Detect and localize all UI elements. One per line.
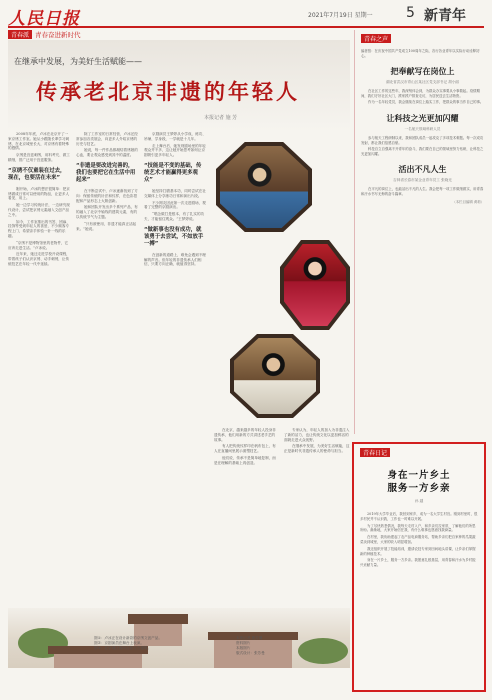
body-paragraph: 在继承中发展，为美好生活赋能，这正是新时代非遗传承人的使命与担当。 — [284, 444, 350, 454]
photo-frame-1 — [216, 142, 312, 232]
photo-captions: 图①：卢冰正在设计新款的京绣文创产品。 图②：京剧演员在舞台上表演。 图③：北京城区的四合院与古建筑。 — [94, 636, 162, 650]
section-subhead: “技能是不变的基础，传统艺术才能赢得更多观众” — [144, 162, 202, 183]
body-paragraph: 刚开始，卢冰的想法很简单：把京绣做成日常可以使用的物品，让更多人看见、用上。 — [8, 186, 70, 201]
body-paragraph: 在不断尝试中，卢冰逐渐找到了方向：保留传统的针法和纹样，在色彩搭配和产品形态上大胆创新。 — [76, 188, 138, 203]
photo-musician — [234, 338, 316, 414]
body-paragraph: 在北京，越来越多的年轻人投身非遗传承，他们用新的方式讲述老手艺的故事。 — [214, 428, 276, 442]
section-subhead: “非遗是要改进完善的，我们也要把它在生活中用起来” — [76, 162, 136, 183]
diary-author: 孙 越 — [414, 499, 424, 503]
body-paragraph: 除了工作室的日常经营，卢冰还经常参加各类展会，向更多人介绍京绣的历史与技艺。 — [76, 132, 138, 146]
column-series: 青春奋进新时代 — [35, 31, 81, 39]
diary-paragraph: 我还组织开展了技能培训，邀请农技专家到田间地头讲课，让乡亲们掌握新的种植技术。 — [360, 546, 476, 556]
sidebar-article-title: 让科技之光更加闪耀 — [386, 113, 459, 123]
body-column — [214, 428, 278, 608]
body-paragraph: 不少网友因此第一次走进剧场，观看了完整的京剧演出。 — [144, 200, 206, 210]
diary-title — [360, 469, 478, 495]
body-column — [284, 428, 350, 608]
diary-paragraph: 在村里，我协助建起了农产品电商服务站，帮助乡亲们把自家种的瓜果蔬菜卖到城里，大家的收入明显增加。 — [360, 535, 476, 544]
sidebar-tag-label: 青春之声 — [361, 34, 391, 43]
hutong-scene-illustration — [8, 608, 350, 668]
body-paragraph: “唱念做打是根本，有了扎实的功夫，才能留住观众。”王梦婷说。 — [144, 212, 205, 221]
sidebar-intro: 编者按：在庆祝中国共产党成立100周年之际，各行各业青年以实际行动诠释初心。 — [361, 49, 480, 58]
body-column — [8, 132, 70, 608]
body-paragraph: 专家认为，年轻人的加入为非遗注入了新的活力，也让传统文化以更加鲜活的面貌走进大众视野。 — [284, 428, 350, 442]
diary-paragraph: 2019年大学毕业后，我回到家乡，成为一名大学生村官。刚到村里时，很多村民并不认识我，工作也一时难以开展。 — [360, 512, 478, 521]
body-paragraph: 2008年年底，卢冰在北京开了一家京绣工作室。她从小跟随长辈学习刺绣，在北京城里长大，对京绣有着特殊的感情。 — [8, 132, 70, 151]
body-paragraph: 她说，每一件作品都凝结着绣娘的心血，要让观众感受到其中的温度。 — [76, 148, 138, 158]
main-article — [8, 30, 350, 668]
photo-opera-performer — [284, 244, 346, 326]
sidebar-youth-voice — [354, 30, 484, 434]
sidebar-paragraph: 科技自立自强离不开青年的奋斗，我们要在自己的领域里努力钻研，让科技之光更加闪耀。 — [361, 147, 484, 156]
body-paragraph: 走上舞台后，她发现剧场里的年轻观众并不多，这让她开始思考如何让京剧吸引更多年轻人。 — [144, 143, 206, 158]
diary-tag-label: 青春日记 — [360, 448, 390, 457]
diary-title-line-2: 服务一方乡亲 — [387, 483, 451, 494]
body-paragraph: 近年来，她还走进学校开设课程，带着孩子们认识京绣、动手刺绣，让传统技艺在年轻一代中延续。 — [8, 252, 70, 266]
article-header — [8, 40, 350, 132]
body-paragraph: 她和团队开发出多个系列产品，有的融入了北京中轴线的建筑元素，有的以传统节气为主题。 — [76, 205, 138, 219]
diary-title-line-1: 身在一片乡土 — [387, 470, 451, 481]
diary-paragraph: 身在一片乡土，服务一方乡亲。我愿意扎根基层，用青春和汗水为乡村振兴贡献力量。 — [360, 558, 476, 568]
article-kicker: 在继承中发展，为美好生活赋能—— — [14, 57, 142, 66]
photo-frame-2 — [280, 240, 350, 330]
article-headline: 传承老北京非遗的年轻人 — [36, 80, 300, 104]
article-body — [8, 132, 350, 608]
body-paragraph: 她一边学习传统针法，一边研究现代设计，尝试把京绣元素融入文创产品之中。 — [8, 203, 70, 217]
section-subhead: “京绣不仅童装在过去，现在，也要活在未来” — [8, 167, 66, 181]
article-byline: 本报记者 施 芳 — [204, 115, 238, 121]
newspaper-logo: 人民日报 — [8, 9, 80, 29]
sidebar-editor-note: （本栏目编辑 黄莉） — [452, 199, 484, 204]
masthead — [8, 4, 484, 28]
body-paragraph: 他们说，传承不是简单地复制，而是在理解的基础上再创造。 — [214, 455, 276, 465]
body-paragraph: 在创新的道路上，难免会遇到不理解的声音。但年轻的非遗传承人们相信，只要方向正确，就值得坚持。 — [144, 252, 206, 267]
body-paragraph: “只有被使用，非遗才能真正活起来。”她说。 — [76, 221, 137, 231]
body-paragraph: 京绣是宫廷刺绣，用料考究、做工精细，曾广泛用于宫廷服饰。 — [8, 153, 70, 162]
section-subhead: “做新事也没有成功，就该勇于去尝试，不如放手一搏” — [144, 226, 204, 247]
diary-tag — [360, 448, 478, 457]
sidebar-tag — [361, 34, 484, 43]
sidebar-paragraph: 在社区工作的这些年，我深刻体会到，为群众办实事要从小事做起。疫情期间，我们守好社区大门，挨家挨户排查走访，为居民送去生活物资。 — [361, 89, 480, 98]
issue-date: 2021年7月19日 星期一 — [308, 12, 373, 19]
sidebar-article-author: 吉林省长春市某企业青年员工 张晓光 — [393, 178, 452, 183]
body-column — [144, 132, 206, 608]
photo-frame-3 — [230, 334, 320, 418]
page-name: 新青年 — [424, 8, 466, 24]
body-column — [76, 132, 138, 608]
column-tag-label: 青春派 — [8, 30, 32, 39]
youth-diary-box — [352, 442, 486, 692]
sidebar-article-author: 湖北省武汉市青山区某社区党支部书记 胡小丽 — [385, 80, 460, 85]
page-number: 5 — [406, 5, 415, 21]
body-paragraph: “京绣不是博物馆里的老物件，它应该走进生活。”卢冰说。 — [8, 240, 69, 250]
sidebar-article-title: 活出不凡人生 — [398, 165, 447, 175]
sidebar-paragraph: 在平凡的岗位上，也能活出不凡的人生。我会把每一项工作做细做实，用青春和汗水书写无悔的奋斗篇章。 — [361, 187, 484, 196]
sidebar-paragraph: 作为一名年轻党员，我会继续在岗位上踏实工作，把群众的事当作自己的事。 — [368, 100, 484, 105]
diary-paragraph: 为了尽快熟悉情况，我每天走村入户，和乡亲们拉家常，了解他们的所思所盼。渐渐地，大家开始信任我，有什么难事也愿意找我商量。 — [360, 523, 476, 533]
sidebar-article-author: 一名航天领域科研人员 — [404, 126, 441, 131]
sidebar-article-title: 把奉献写在岗位上 — [390, 67, 455, 77]
photo-embroidery-designer — [220, 146, 308, 228]
body-paragraph: 京剧演员王梦婷从小学戏，练功、吊嗓、学身段，一学就是十几年。 — [144, 132, 206, 141]
body-paragraph: 她坚持打磨基本功，同时尝试在社交媒体上分享练功日常和演出片段。 — [144, 188, 206, 198]
body-paragraph: 有人把传统纹样印在帆布包上，有人在直播间里展示面塑技艺。 — [214, 444, 276, 454]
sidebar-paragraph: 参与航天工程研制以来，我和团队成员一起攻克了多项技术难题。每一次成功发射，都让我们倍感自豪。 — [361, 135, 484, 145]
photo-credits: 本报记者 施芳摄 资料图片 本版图片 版式设计：张芳曼 — [236, 636, 265, 655]
column-tag — [8, 30, 350, 39]
body-paragraph: 如今，工作室推出的书签、团扇、挂饰等受到年轻人的喜爱，不少顾客专程上门，希望亲手体验一针一线的乐趣。 — [8, 219, 70, 238]
